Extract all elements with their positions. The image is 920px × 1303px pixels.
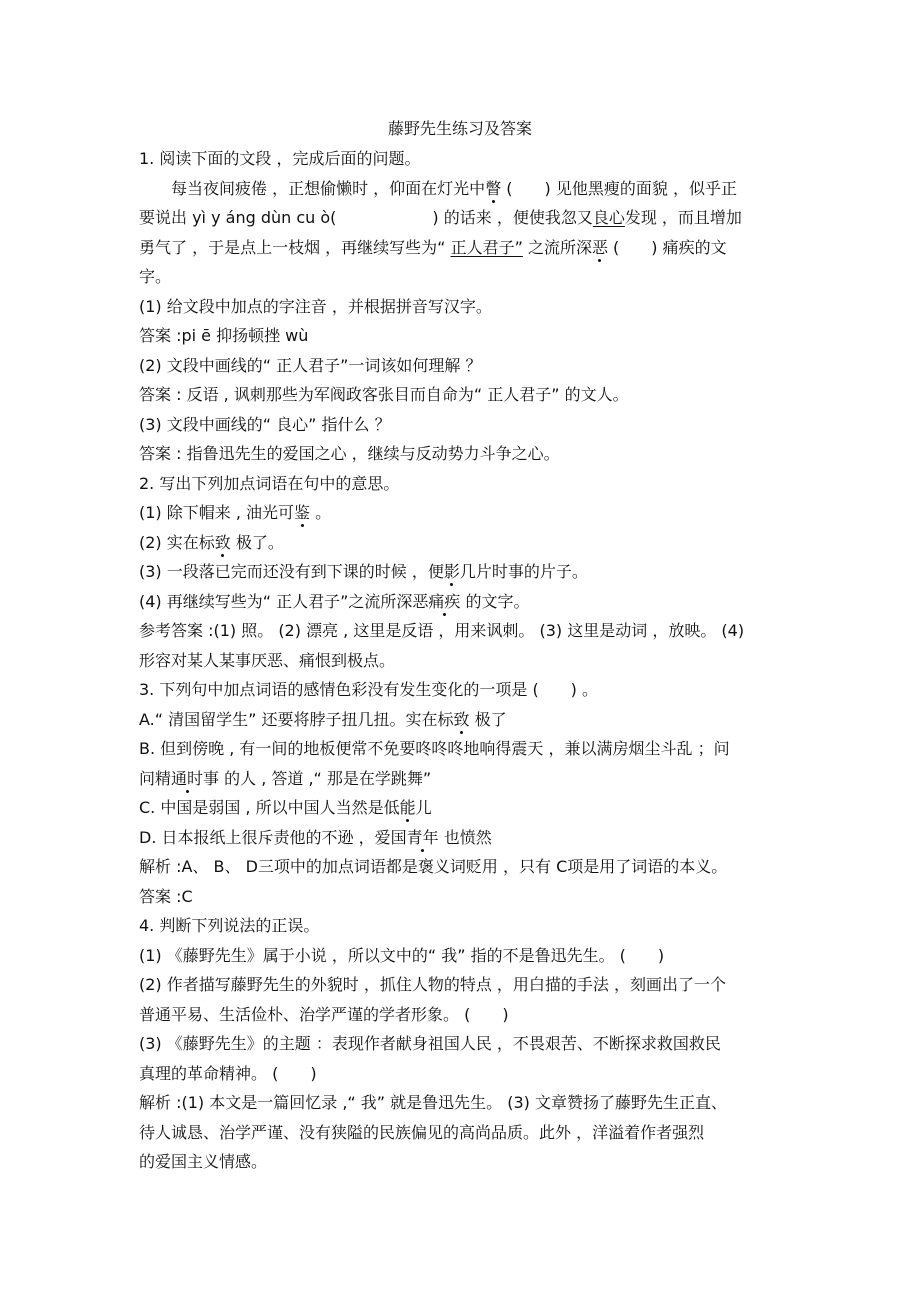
dotted-word: 低能儿 bbox=[383, 798, 432, 817]
q3-answer: 答案 :C bbox=[139, 887, 193, 906]
q1-passage-line: 字。 bbox=[139, 267, 172, 286]
q4-statement3-cont: 真理的革命精神。 ( ) bbox=[139, 1064, 317, 1083]
q2-answer: 参考答案 :(1) 照。 (2) 漂亮 , 这里是反语 ，用来讽刺。 (3) 这里是动词 ，放映。 (4) bbox=[139, 621, 745, 640]
q4-statement2: (2) 作者描写藤野先生的外貌时 ，抓住人物的特点 ，用白描的手法 ，刻画出了一个 bbox=[139, 975, 727, 994]
q1-stem: 1. 阅读下面的文段 ，完成后面的问题。 bbox=[139, 149, 421, 168]
dotted-char: 致 bbox=[214, 533, 231, 552]
q4-analysis-cont: 的爱国主义情感。 bbox=[139, 1152, 268, 1171]
q1-passage-line: 每当夜间疲倦 ，正想偷懒时 ，仰面在灯光中瞥 ( ) 见他黑瘦的面貌 ，似乎正 bbox=[139, 179, 737, 198]
dotted-word: 青年 bbox=[406, 828, 439, 847]
dotted-word: 精通时事 bbox=[155, 769, 220, 788]
page-title: 藤野先生练习及答案 bbox=[387, 119, 532, 138]
dotted-char: 致 bbox=[453, 710, 470, 729]
dotted-char: 瞥 bbox=[485, 179, 502, 198]
q2-item3: (3) 一段落已完而还没有到下课的时候 ，便影几片时事的片子。 bbox=[139, 562, 588, 581]
dotted-word: 痛疾 bbox=[428, 592, 461, 611]
dotted-char: 鉴 bbox=[294, 503, 311, 522]
q1-sub2: (2) 文段中画线的“ 正人君子”一词该如何理解 ？ bbox=[139, 356, 482, 375]
q4-statement2-cont: 普通平易、生活俭朴、治学严谨的学者形象。 ( ) bbox=[139, 1005, 509, 1024]
q2-item4: (4) 再继续写些为“ 正人君子”之流所深恶痛疾 的文字。 bbox=[139, 592, 530, 611]
q3-option-b-cont: 问精通时事 的人 , 答道 ,“ 那是在学跳舞” bbox=[139, 769, 432, 788]
q4-statement3: (3) 《藤野先生》的主题 ：表现作者献身祖国人民 ，不畏艰苦、不断探求救国救民 bbox=[139, 1034, 721, 1053]
q3-stem: 3. 下列句中加点词语的感情色彩没有发生变化的一项是 ( ) 。 bbox=[139, 680, 599, 699]
dotted-char: 恶 bbox=[591, 238, 608, 257]
q4-analysis-cont: 待人诚恳、治学严谨、没有狭隘的民族偏见的高尚品质。此外 ，洋溢着作者强烈 bbox=[139, 1123, 705, 1142]
q1-answer1: 答案 :pi ē 抑扬顿挫 wù bbox=[139, 326, 309, 345]
q3-option-d: D. 日本报纸上很斥责他的不逊 ，爱国青年 也愤然 bbox=[139, 828, 492, 847]
q3-option-b: B. 但到傍晚 , 有一间的地板便常不免要咚咚咚地响得震天 ，兼以满房烟尘斗乱 ；问 bbox=[139, 739, 730, 758]
underlined-term: 良心 bbox=[592, 208, 625, 227]
q1-sub3: (3) 文段中画线的“ 良心” 指什么 ？ bbox=[139, 415, 391, 434]
q4-analysis: 解析 :(1) 本文是一篇回忆录 ,“ 我” 就是鲁迅先生。 (3) 文章赞扬了藤野先生正直、 bbox=[139, 1093, 727, 1112]
q1-answer3: 答案 : 指鲁迅先生的爱国之心 ，继续与反动势力斗争之心。 bbox=[139, 444, 560, 463]
q1-passage-line: 要说出 yì y áng dùn cu ò( ) 的话来 ，便使我忽又良心发现 ，而且增加 bbox=[139, 208, 742, 227]
q1-answer2: 答案 : 反语 , 讽刺那些为军阀政客张目而自命为“ 正人君子” 的文人。 bbox=[139, 385, 629, 404]
q1-passage-line: 勇气了 ，于是点上一枝烟 ，再继续写些为“ 正人君子” 之流所深恶 ( ) 痛疾的文 bbox=[139, 238, 727, 257]
q4-statement1: (1) 《藤野先生》属于小说 ，所以文中的“ 我” 指的不是鲁迅先生。 ( ) bbox=[139, 946, 665, 965]
q1-sub1: (1) 给文段中加点的字注音 ，并根据拼音写汉字。 bbox=[139, 297, 492, 316]
underlined-term: 正人君子” bbox=[450, 238, 523, 257]
q3-analysis: 解析 :A、 B、 D三项中的加点词语都是褒义词贬用 ，只有 C项是用了词语的本义。 bbox=[139, 857, 728, 876]
q2-item1: (1) 除下帽来 , 油光可鉴 。 bbox=[139, 503, 332, 522]
q4-stem: 4. 判断下列说法的正误。 bbox=[139, 916, 320, 935]
q3-option-a: A.“ 清国留学生” 还要将脖子扭几扭。实在标致 极了 bbox=[139, 710, 507, 729]
dotted-char: 影 bbox=[443, 562, 460, 581]
q3-option-c: C. 中国是弱国 , 所以中国人当然是低能儿 bbox=[139, 798, 432, 817]
q2-item2: (2) 实在标致 极了。 bbox=[139, 533, 284, 552]
q2-stem: 2. 写出下列加点词语在句中的意思。 bbox=[139, 474, 400, 493]
q2-answer-cont: 形容对某人某事厌恶、痛恨到极点。 bbox=[139, 651, 396, 670]
